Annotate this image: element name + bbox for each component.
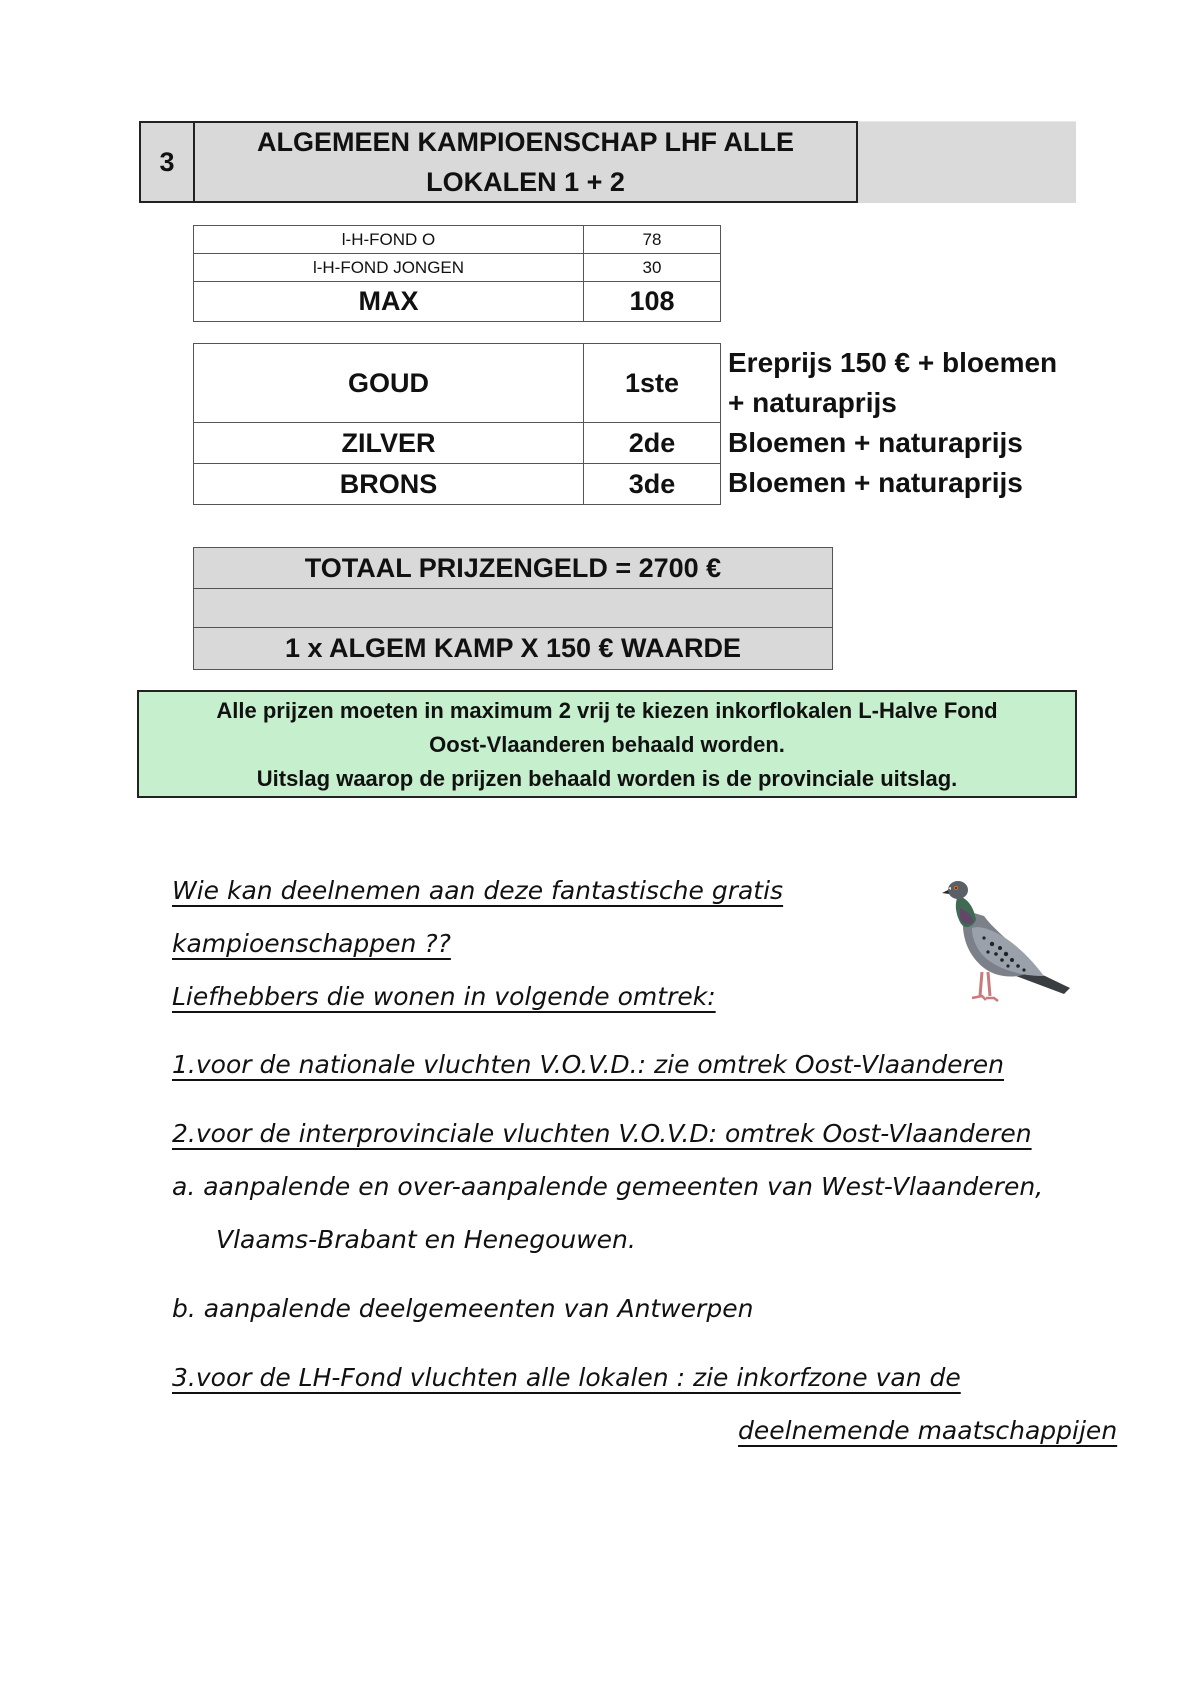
prize-bronze: Bloemen + naturaprijs [728,467,1023,498]
table-row [194,589,833,628]
medal-name: ZILVER [194,423,584,464]
empty-cell [194,589,833,628]
row-value: 30 [584,254,721,282]
item-3-line1: 3.voor de LH-Fond vluchten alle lokalen : zie inkorfzone van de [172,1363,961,1392]
pigeon-icon [942,872,1072,1012]
table-row [194,226,721,254]
row-label: l-H-FOND O [194,226,584,254]
table-row [194,548,833,589]
item-2b: b. aanpalende deelgemeenten van Antwerpen [172,1294,754,1323]
points-table [193,225,721,322]
section-title-line2: LOKALEN 1 + 2 [426,167,625,197]
row-value: 108 [584,282,721,322]
table-row [194,344,721,423]
section-title-line1: ALGEMEEN KAMPIOENSCHAP LHF ALLE [256,127,795,157]
item-3-line2: deelnemende maatschappijen [738,1416,1118,1445]
prize-gold-line2: + naturaprijs [728,387,897,418]
table-row [194,282,721,322]
medal-place: 1ste [584,344,721,423]
row-value: 78 [584,226,721,254]
notice-line3: Uitslag waarop de prijzen behaald worden is de provinciale uitslag. [256,766,958,791]
notice-line2: Oost-Vlaanderen behaald worden. [429,732,785,757]
table-row [194,423,721,464]
prize-silver: Bloemen + naturaprijs [728,427,1023,458]
table-row [194,628,833,670]
header-filler [858,121,1076,203]
item-2a-line2: Vlaams-Brabant en Henegouwen. [216,1225,636,1254]
section-title [193,121,858,203]
table-row [194,254,721,282]
notice-line1: Alle prijzen moeten in maximum 2 vrij te kiezen inkorflokalen L-Halve Fond [216,698,998,723]
item-2: 2.voor de interprovinciale vluchten V.O.V.D: omtrek Oost-Vlaanderen [172,1119,1032,1148]
question-line3: Liefhebbers die wonen in volgende omtrek: [172,982,716,1011]
algem-kamp-value: 1 x ALGEM KAMP X 150 € WAARDE [194,628,833,670]
row-label: MAX [194,282,584,322]
table-row [194,464,721,505]
prize-gold-line1: Ereprijs 150 € + bloemen [728,347,1058,378]
rules-notice [137,690,1077,798]
medals-table [193,343,721,505]
item-1: 1.voor de nationale vluchten V.O.V.D.: zie omtrek Oost-Vlaanderen [172,1050,1005,1079]
medal-place: 3de [584,464,721,505]
total-prize-money: TOTAAL PRIJZENGELD = 2700 € [194,548,833,589]
medal-name: GOUD [194,344,584,423]
question-line2: kampioenschappen ?? [172,929,451,958]
item-2a-line1: a. aanpalende en over-aanpalende gemeenten van West-Vlaanderen, [172,1172,1044,1201]
medal-name: BRONS [194,464,584,505]
totals-table [193,547,833,670]
medal-place: 2de [584,423,721,464]
section-number: 3 [139,121,193,203]
question-line1: Wie kan deelnemen aan deze fantastische gratis [172,876,784,905]
row-label: l-H-FOND JONGEN [194,254,584,282]
